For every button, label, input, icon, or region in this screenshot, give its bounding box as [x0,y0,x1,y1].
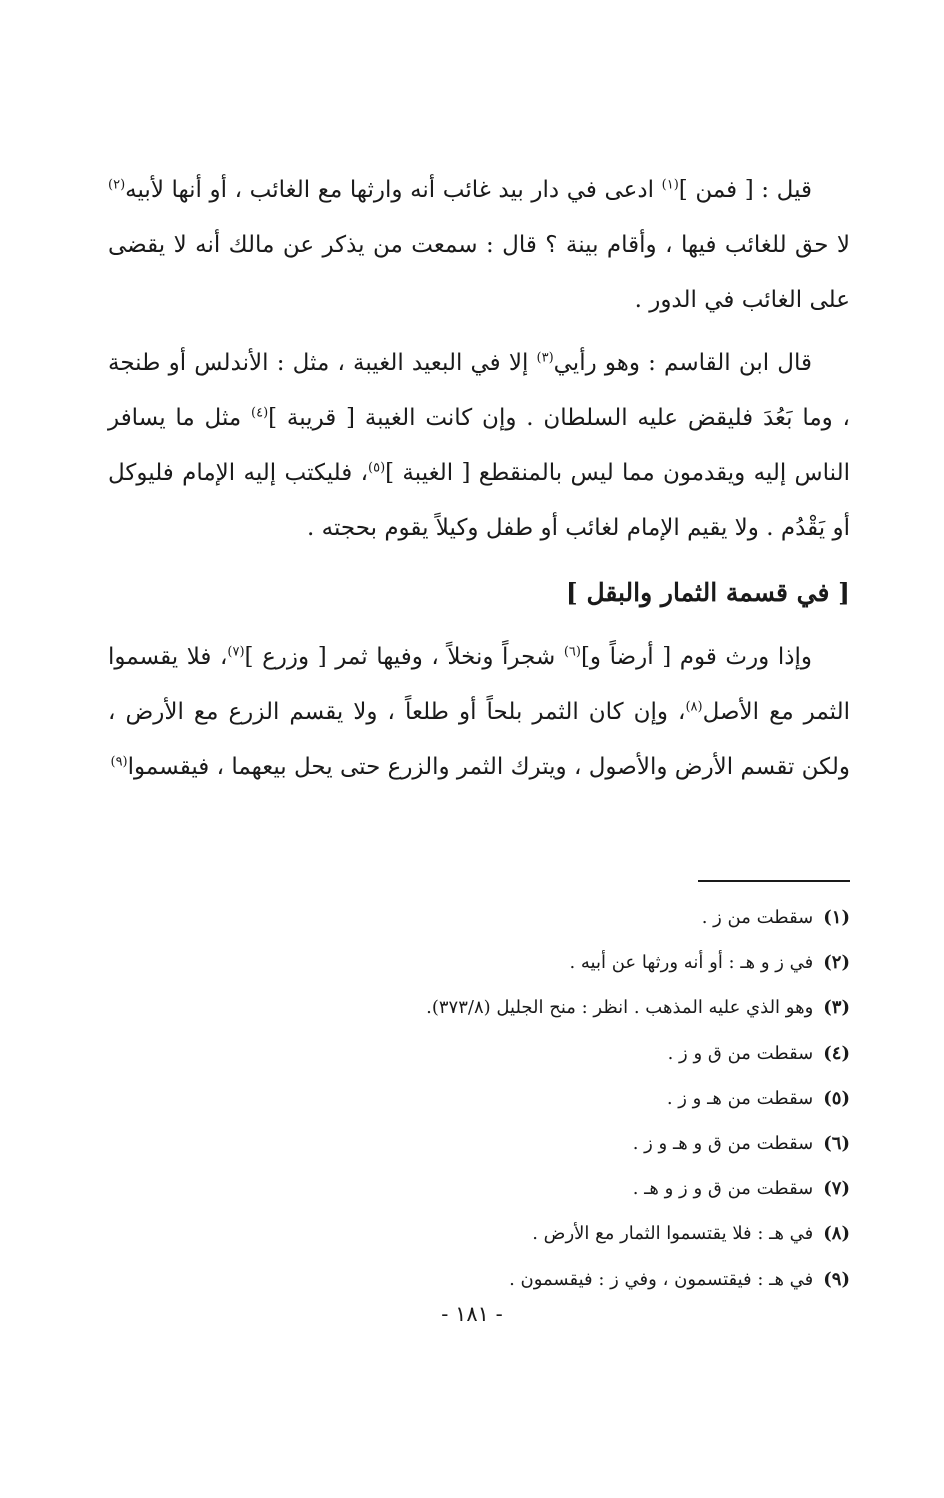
footnote-text: سقطت من هـ و ز . [666,1087,814,1109]
text-segment: إلا في البعيد الغيبة ، مثل : الأندلس أو طنجة ، وما بَعُدَ فليقض عليه السلطان . وإن كانت الغيبة [ قريبة ] [108,350,850,431]
text-segment: ادعى في دار بيد غائب أنه وارثها مع الغائب ، أو أنها لأبيه [125,177,662,203]
footnote-item [108,1166,850,1211]
text-segment: وإذا ورث قوم [ أرضاً و] [580,644,812,670]
text-segment: ، وإن كان الثمر بلحاً أو طلعاً ، ولا يقسم الزرع مع الأرض ، ولكن تقسم الأرض والأصول ، ويترك الثمر والزرع حتى يحل بيعهما ، فيقسموا [108,699,850,780]
footnote-text: في هـ : فلا يقتسموا الثمار مع الأرض . [532,1223,814,1245]
body-paragraph [108,163,850,328]
footnote-ref[interactable]: (١) [661,177,679,193]
footnote-ref[interactable]: (٨) [685,699,703,715]
footnote-item [108,1076,850,1121]
footnote-number: (٥) [823,1087,850,1109]
footnote-text: في ز و هـ : أو أنه ورثها عن أبيه . [569,952,814,974]
footnote-number: (٩) [823,1268,850,1290]
footnote-number: (٢) [823,952,850,974]
text-segment: لا حق للغائب فيها ، وأقام بينة ؟ قال : سمعت من يذكر عن مالك أنه لا يقضى على الغائب في الدور . [108,232,850,313]
text-segment: قيل : [ فمن ] [678,177,813,203]
footnote-number: (١) [823,907,850,928]
footnote-item [108,985,850,1030]
section-heading: [ في قسمة الثمار والبقل ] [565,578,850,607]
body-paragraph [108,336,850,556]
text-segment: شجراً ونخلاً ، وفيها ثمر [ وزرع ] [244,644,564,670]
footnote-ref[interactable]: (٥) [368,460,386,476]
text-segment: ، فلا يقسموا الثمر مع الأصل [108,644,850,725]
footnote-number: (٦) [823,1133,850,1155]
footnote-ref[interactable]: (٩) [110,754,128,770]
text-segment: مثل ما يسافر الناس إليه ويقدمون مما ليس بالمنقطع [ الغيبة ] [108,405,850,486]
main-text [108,163,850,803]
footnote-text: سقطت من ق و هـ و ز . [632,1133,814,1155]
footnote-item [108,895,850,940]
footnote-item [108,940,850,985]
footnote-ref[interactable]: (٢) [108,177,126,193]
footnote-ref[interactable]: (٣) [536,350,554,366]
footnote-item [108,1257,850,1302]
footnote-item [108,1211,850,1256]
footnote-number: (٧) [823,1178,850,1200]
page-number: - ١٨١ - [441,1302,503,1326]
footnote-ref[interactable]: (٦) [563,644,581,660]
footnote-ref[interactable]: (٤) [251,405,269,421]
text-segment: ، فليكتب إليه الإمام فليوكل أو يَقْدُم . ولا يقيم الإمام لغائب أو طفل وكيلاً يقوم بحجته . [108,460,850,541]
footnote-ref[interactable]: (٧) [227,644,245,660]
footnote-separator [698,880,850,882]
body-paragraph [108,630,850,795]
footnotes-list [108,895,850,1302]
text-segment: قال ابن القاسم : وهو رأيي [553,350,812,376]
footnote-text: في هـ : فيقتسمون ، وفي ز : فيقسمون . [509,1268,814,1290]
footnote-item [108,1031,850,1076]
footnote-text: سقطت من ق و ز و هـ . [632,1178,814,1200]
footnote-text: وهو الذي عليه المذهب . انظر : منح الجليل (٣٧٣/٨). [426,997,814,1019]
footnote-item [108,1121,850,1166]
footnote-text: سقطت من ز . [701,907,814,928]
footnote-text: سقطت من ق و ز . [667,1042,814,1064]
footnote-number: (٨) [823,1223,850,1245]
footnote-number: (٣) [823,997,850,1019]
footnote-number: (٤) [823,1042,850,1064]
